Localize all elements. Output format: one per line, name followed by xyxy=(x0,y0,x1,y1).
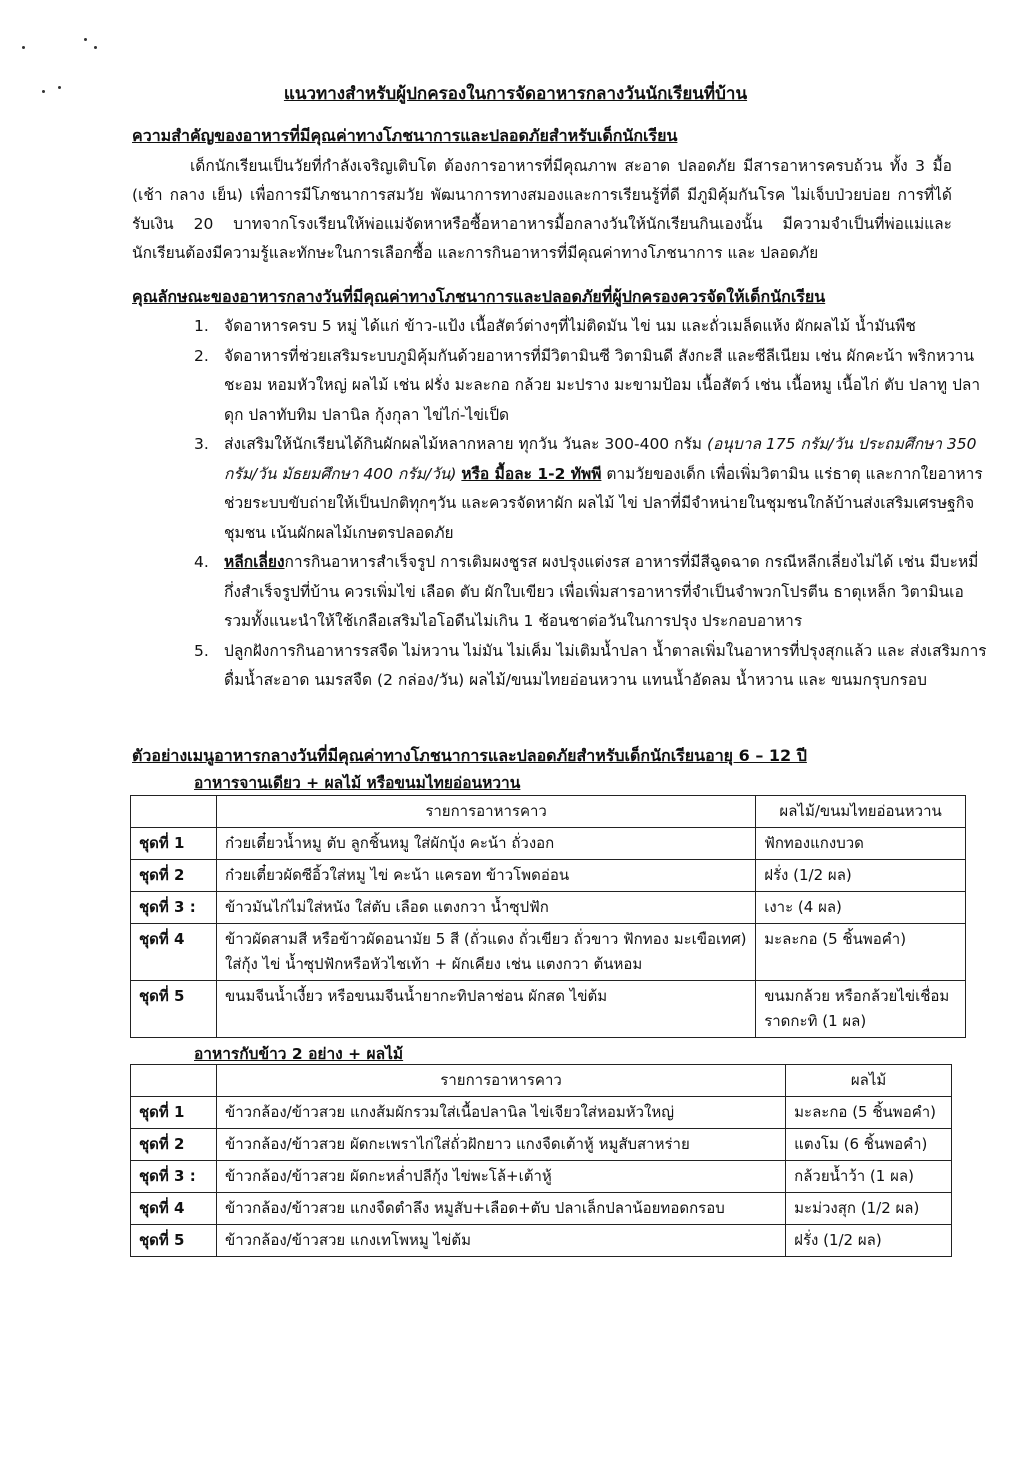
savory-dish: ก๋วยเตี๋ยวผัดซีอิ้วใส่หมู ไข่ คะน้า แครอท ข้าวโพดอ่อน xyxy=(216,860,755,892)
item-text: จัดอาหารที่ช่วยเสริมระบบภูมิคุ้มกันด้วยอาหารที่มีวิตามินซี วิตามินดี สังกะสี และซีลีเนียม เช่น ผักคะน้า พริกหวาน ชะอม หอมหัวใหญ่ ผลไม้ เช่น ฝรั่ง มะละกอ กล้วย มะปราง มะขามป้อม เนื้อสัตว์ เช่น เนื้อหมู เนื้อไก่ ตับ ปลาทู ปลาดุก ปลาทับทิม ปลานิล กุ้งกุลา ไข่ไก่-ไข่เป็ด xyxy=(224,346,981,424)
table-row xyxy=(131,1225,952,1257)
list-item xyxy=(132,430,987,548)
section-heading-characteristics: คุณลักษณะของอาหารกลางวันที่มีคุณค่าทางโภชนาการและปลอดภัยที่ผู้ปกครองควรจัดให้เด็กนักเรียน xyxy=(132,287,826,306)
fruit-dessert: มะละกอ (5 ชิ้นพอคำ) xyxy=(756,924,966,981)
column-header: ผลไม้/ขนมไทยอ่อนหวาน xyxy=(756,796,966,828)
scan-speck xyxy=(84,38,87,41)
item-number: 1. xyxy=(194,317,209,335)
column-header: ผลไม้ xyxy=(786,1065,952,1097)
savory-dish: ข้าวมันไก่ไม่ใส่หนัง ใส่ตับ เลือด แตงกวา น้ำซุปฟัก xyxy=(216,892,755,924)
table-row xyxy=(131,924,966,981)
scan-speck xyxy=(22,46,25,49)
item-text: จัดอาหารครบ 5 หมู่ ได้แก่ ข้าว-แป้ง เนื้อสัตว์ต่างๆที่ไม่ติดมัน ไข่ นม และถั่วเมล็ดแห้ง ผักผลไม้ น้ำมันพืช xyxy=(224,317,916,335)
set-label: ชุดที่ 1 xyxy=(131,1097,217,1129)
set-label: ชุดที่ 5 xyxy=(131,981,217,1038)
set-label: ชุดที่ 4 xyxy=(131,924,217,981)
fruit: มะม่วงสุก (1/2 ผล) xyxy=(786,1193,952,1225)
item-text: ตามวัยของเด็ก เพื่อเพิ่มวิตามิน แร่ธาตุ และกากใยอาหาร ช่วยระบบขับถ่ายให้เป็นปกติทุกๆวัน และควรจัดหาผัก ผลไม้ ไข่ ปลาที่มีจำหน่ายในชุมชนใกล้บ้านส่งเสริมเศรษฐกิจชุมชน เน้นผักผลไม้เกษตรปลอดภัย xyxy=(224,464,983,542)
list-item xyxy=(132,312,987,342)
column-header: รายการอาหารคาว xyxy=(216,1065,785,1097)
set-label: ชุดที่ 3 : xyxy=(131,892,217,924)
importance-text: เด็กนักเรียนเป็นวัยที่กำลังเจริญเติบโต ต้องการอาหารที่มีคุณภาพ สะอาด ปลอดภัย มีสารอาหารครบถ้วน ทั้ง 3 มื้อ (เช้า กลาง เย็น) เพื่อการมีโภชนาการสมวัย พัฒนาการทางสมองและการเรียนรู้ที่ดี มีภูมิคุ้มกันโรค ไม่เจ็บป่วยบ่อย การที่ได้รับเงิน 20 บาทจากโรงเรียนให้พ่อแม่จัดหาหรือซื้อหาอาหารมื้อกลางวันให้นักเรียนกินเองนั้น มีความจำเป็นที่พ่อแม่และนักเรียนต้องมีความรู้และทักษะในการเลือกซื้อ และการกินอาหารที่มีคุณค่าทางโภชนาการ และ ปลอดภัย xyxy=(132,157,952,262)
savory-dish: ข้าวกล้อง/ข้าวสวย แกงจืดตำลึง หมูสับ+เลือด+ตับ ปลาเล็กปลาน้อยทอดกรอบ xyxy=(216,1193,785,1225)
table-row xyxy=(131,1129,952,1161)
table2-subheading: อาหารกับข้าว 2 อย่าง + ผลไม้ xyxy=(194,1045,404,1063)
set-label: ชุดที่ 4 xyxy=(131,1193,217,1225)
table1-subheading: อาหารจานเดียว + ผลไม้ หรือขนมไทยอ่อนหวาน xyxy=(194,774,521,792)
characteristics-list xyxy=(132,312,987,696)
column-header xyxy=(131,1065,217,1097)
fruit: แตงโม (6 ชิ้นพอคำ) xyxy=(786,1129,952,1161)
set-label: ชุดที่ 2 xyxy=(131,1129,217,1161)
table-row xyxy=(131,892,966,924)
item-number: 5. xyxy=(194,641,209,660)
list-item xyxy=(132,637,987,696)
scan-speck xyxy=(94,46,97,49)
importance-paragraph xyxy=(132,152,952,268)
column-header xyxy=(131,796,217,828)
item-text: ส่งเสริมให้นักเรียนได้กินผักผลไม้หลากหลาย ทุกวัน วันละ 300-400 กรัม xyxy=(224,435,707,453)
menu-table-two-dishes xyxy=(130,1064,952,1257)
document-title: แนวทางสำหรับผู้ปกครองในการจัดอาหารกลางวันนักเรียนที่บ้าน xyxy=(283,84,748,104)
column-header: รายการอาหารคาว xyxy=(216,796,755,828)
item-text-italic: (อนุบาล 175 กรัม/วัน ประถมศึกษา 350 กรัม/วัน มัธยมศึกษา 400 กรัม/วัน) xyxy=(224,435,977,483)
item-text: ปลูกฝังการกินอาหารรสจืด ไม่หวาน ไม่มัน ไม่เค็ม ไม่เติมน้ำปลา น้ำตาลเพิ่มในอาหารที่ปรุงสุกแล้ว และ ส่งเสริมการดื่มน้ำสะอาด นมรสจืด (2 กล่อง/วัน) ผลไม้/ขนมไทยอ่อนหวาน แทนน้ำอัดลม น้ำหวาน และ ขนมกรุบกรอบ xyxy=(224,641,987,689)
table-header-row xyxy=(131,1065,952,1097)
table-row xyxy=(131,1097,952,1129)
fruit: มะละกอ (5 ชิ้นพอคำ) xyxy=(786,1097,952,1129)
table-row xyxy=(131,1161,952,1193)
savory-dish: ข้าวกล้อง/ข้าวสวย ผัดกะหล่ำปลีกุ้ง ไข่พะโล้+เต้าหู้ xyxy=(216,1161,785,1193)
list-item xyxy=(132,548,987,637)
fruit: กล้วยน้ำว้า (1 ผล) xyxy=(786,1161,952,1193)
savory-dish: ก๋วยเตี๋ยวน้ำหมู ตับ ลูกชิ้นหมู ใส่ผักบุ้ง คะน้า ถั่วงอก xyxy=(216,828,755,860)
fruit: ฝรั่ง (1/2 ผล) xyxy=(786,1225,952,1257)
savory-dish: ข้าวผัดสามสี หรือข้าวผัดอนามัย 5 สี (ถั่วแดง ถั่วเขียว ถั่วขาว ฟักทอง มะเขือเทศ) ใส่กุ้ง ไข่ น้ำซุปฟักหรือหัวไชเท้า + ผักเคียง เช่น แตงกวา ต้นหอม xyxy=(216,924,755,981)
table-row xyxy=(131,1193,952,1225)
set-label: ชุดที่ 2 xyxy=(131,860,217,892)
savory-dish: ข้าวกล้อง/ข้าวสวย แกงเทโพหมู ไข่ต้ม xyxy=(216,1225,785,1257)
item-number: 2. xyxy=(194,346,209,365)
savory-dish: ข้าวกล้อง/ข้าวสวย ผัดกะเพราไก่ใส่ถั่วฝักยาว แกงจืดเต้าหู้ หมูสับสาหร่าย xyxy=(216,1129,785,1161)
table-row xyxy=(131,981,966,1038)
fruit-dessert: เงาะ (4 ผล) xyxy=(756,892,966,924)
section-heading-importance: ความสำคัญของอาหารที่มีคุณค่าทางโภชนาการและปลอดภัยสำหรับเด็กนักเรียน xyxy=(132,126,678,145)
fruit-dessert: ฝรั่ง (1/2 ผล) xyxy=(756,860,966,892)
set-label: ชุดที่ 3 : xyxy=(131,1161,217,1193)
table-row xyxy=(131,828,966,860)
set-label: ชุดที่ 1 xyxy=(131,828,217,860)
savory-dish: ขนมจีนน้ำเงี้ยว หรือขนมจีนน้ำยากะทิปลาช่อน ผักสด ไข่ต้ม xyxy=(216,981,755,1038)
fruit-dessert: ขนมกล้วย หรือกล้วยไข่เชื่อม ราดกะทิ (1 ผล) xyxy=(756,981,966,1038)
item-number: 4. xyxy=(194,553,209,571)
item-text-emphasis: หรือ มื้อละ 1-2 ทัพพี xyxy=(461,464,602,483)
item-text: การกินอาหารสำเร็จรูป การเติมผงชูรส ผงปรุงแต่งรส อาหารที่มีสีฉูดฉาด กรณีหลีกเลี่ยงไม่ได้ เช่น มีบะหมี่กึ่งสำเร็จรูปที่บ้าน ควรเพิ่มไข่ เลือด ตับ ผักใบเขียว เพื่อเพิ่มสารอาหารที่จำเป็นจำพวกโปรตีน ธาตุเหล็ก วิตามินเอ รวมทั้งแนะนำให้ใช้เกลือเสริมไอโอดีนไม่เกิน 1 ช้อนชาต่อวันในการปรุง ประกอบอาหาร xyxy=(224,553,979,630)
savory-dish: ข้าวกล้อง/ข้าวสวย แกงส้มผักรวมใส่เนื้อปลานิล ไข่เจียวใส่หอมหัวใหญ่ xyxy=(216,1097,785,1129)
list-item xyxy=(132,342,987,431)
table-header-row xyxy=(131,796,966,828)
menu-table-one-dish xyxy=(130,795,966,1038)
item-number: 3. xyxy=(194,435,209,453)
set-label: ชุดที่ 5 xyxy=(131,1225,217,1257)
table-row xyxy=(131,860,966,892)
section-heading-menu-examples: ตัวอย่างเมนูอาหารกลางวันที่มีคุณค่าทางโภชนาการและปลอดภัยสำหรับเด็กนักเรียนอายุ 6 – 12 ปี xyxy=(132,746,807,765)
item-text-emphasis: หลีกเลี่ยง xyxy=(224,553,285,571)
fruit-dessert: ฟักทองแกงบวด xyxy=(756,828,966,860)
